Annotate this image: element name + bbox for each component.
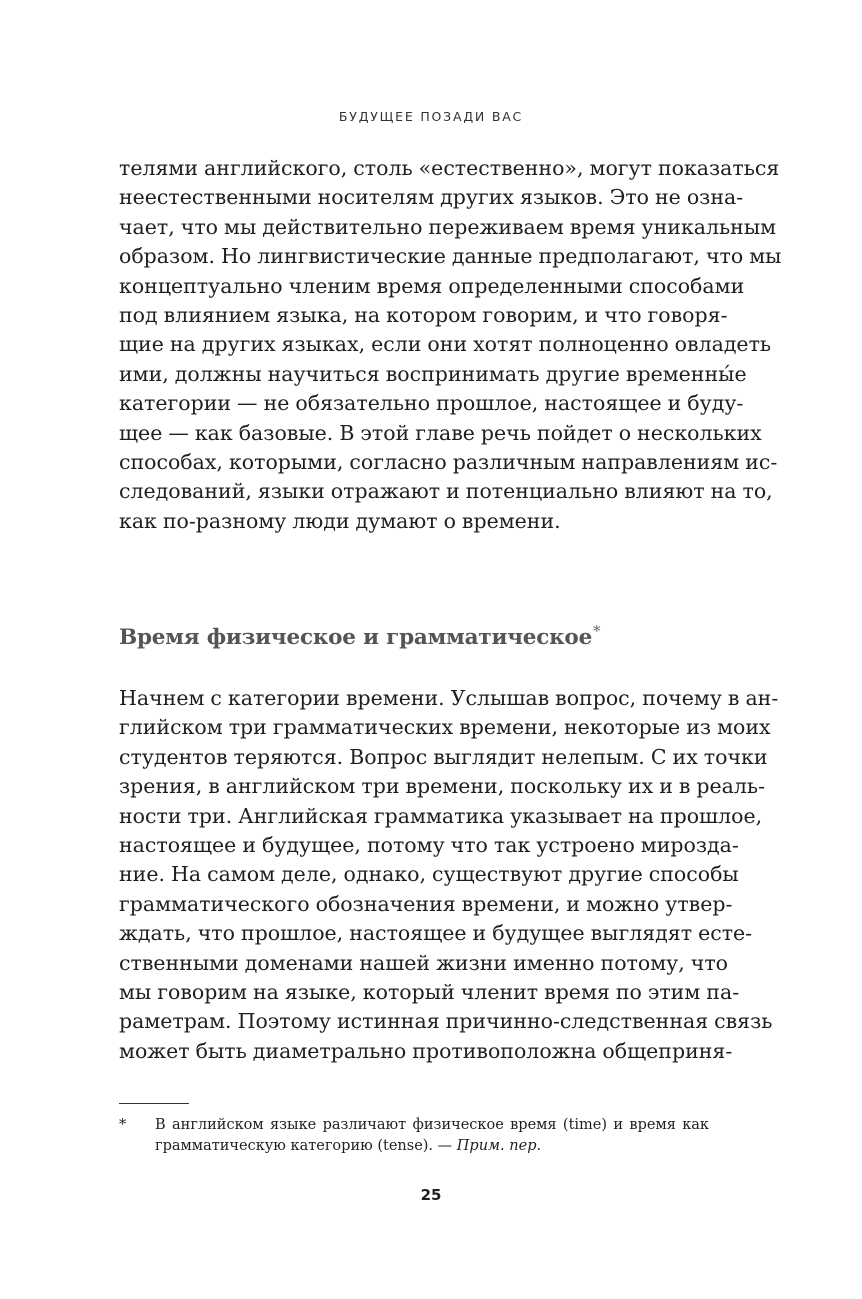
text-line: может быть диаметрально противоположна общеприня- xyxy=(119,1038,733,1063)
text-line: студентов теряются. Вопрос выглядит нелепым. С их точки xyxy=(119,744,768,769)
text-line: настоящее и будущее, потому что так устроено мирозда- xyxy=(119,833,739,858)
text-line: зрения, в английском три времени, поскольку их и в реаль- xyxy=(119,774,766,799)
footnote-marker: * xyxy=(119,1117,127,1133)
text-line: Начнем с категории времени. Услышав вопрос, почему в ан- xyxy=(119,686,779,710)
page-number: 25 xyxy=(420,1186,442,1204)
text-line: как по-разному люди думают о времени. xyxy=(119,508,561,533)
footnote-line xyxy=(155,1136,709,1157)
paragraph-1 xyxy=(119,154,782,536)
text-line: глийском три грамматических времени, некоторые из моих xyxy=(119,715,771,740)
text-line: щие на других языках, если они хотят полноценно овладеть xyxy=(119,332,772,357)
translator-note: Прим. пер. xyxy=(456,1138,542,1154)
text-line: раметрам. Поэтому истинная причинно-следственная связь xyxy=(119,1009,773,1034)
text-line: телями английского, столь «естественно», могут показаться xyxy=(119,156,780,180)
text-line: способах, которыми, согласно различным направлениям ис- xyxy=(119,450,778,475)
text-line: концептуально членим время определенными способами xyxy=(119,273,745,298)
text-line: ими, должны научиться воспринимать другие временны́е xyxy=(119,361,747,386)
text-line: ждать, что прошлое, настоящее и будущее выглядят есте- xyxy=(119,921,753,946)
footnote-divider xyxy=(119,1103,189,1104)
text-line: щее — как базовые. В этой главе речь пойдет о нескольких xyxy=(119,420,762,445)
footnote xyxy=(119,1115,709,1157)
footnote-line-text: грамматическую категорию (tense). — xyxy=(155,1138,453,1154)
text-line: образом. Но лингвистические данные предполагают, что мы xyxy=(119,244,782,269)
text-line: категории — не обязательно прошлое, настоящее и буду- xyxy=(119,391,744,416)
paragraph-2 xyxy=(119,684,779,1066)
section-heading-text: Время физическое и грамматическое xyxy=(119,625,593,651)
text-line: следований, языки отражают и потенциально влияют на то, xyxy=(119,479,773,504)
text-line: ственными доменами нашей жизни именно потому, что xyxy=(119,950,729,975)
text-line: грамматического обозначения времени, и можно утвер- xyxy=(119,891,733,916)
text-line: мы говорим на языке, который членит время по этим па- xyxy=(119,980,740,1005)
section-heading xyxy=(119,622,600,650)
footnote-reference: * xyxy=(593,622,601,640)
running-head: БУДУЩЕЕ ПОЗАДИ ВАС xyxy=(338,109,524,124)
footnote-text xyxy=(155,1115,709,1157)
text-line: под влиянием языка, на котором говорим, и что говоря- xyxy=(119,303,728,328)
text-line: ности три. Английская грамматика указывает на прошлое, xyxy=(119,803,763,828)
footnote-line: В английском языке различают физическое время (time) и время как xyxy=(155,1117,709,1133)
text-line: чает, что мы действительно переживаем время уникальным xyxy=(119,214,777,239)
text-line: ние. На самом деле, однако, существуют другие способы xyxy=(119,862,739,887)
text-line: неестественными носителям других языков. Это не озна- xyxy=(119,185,744,210)
